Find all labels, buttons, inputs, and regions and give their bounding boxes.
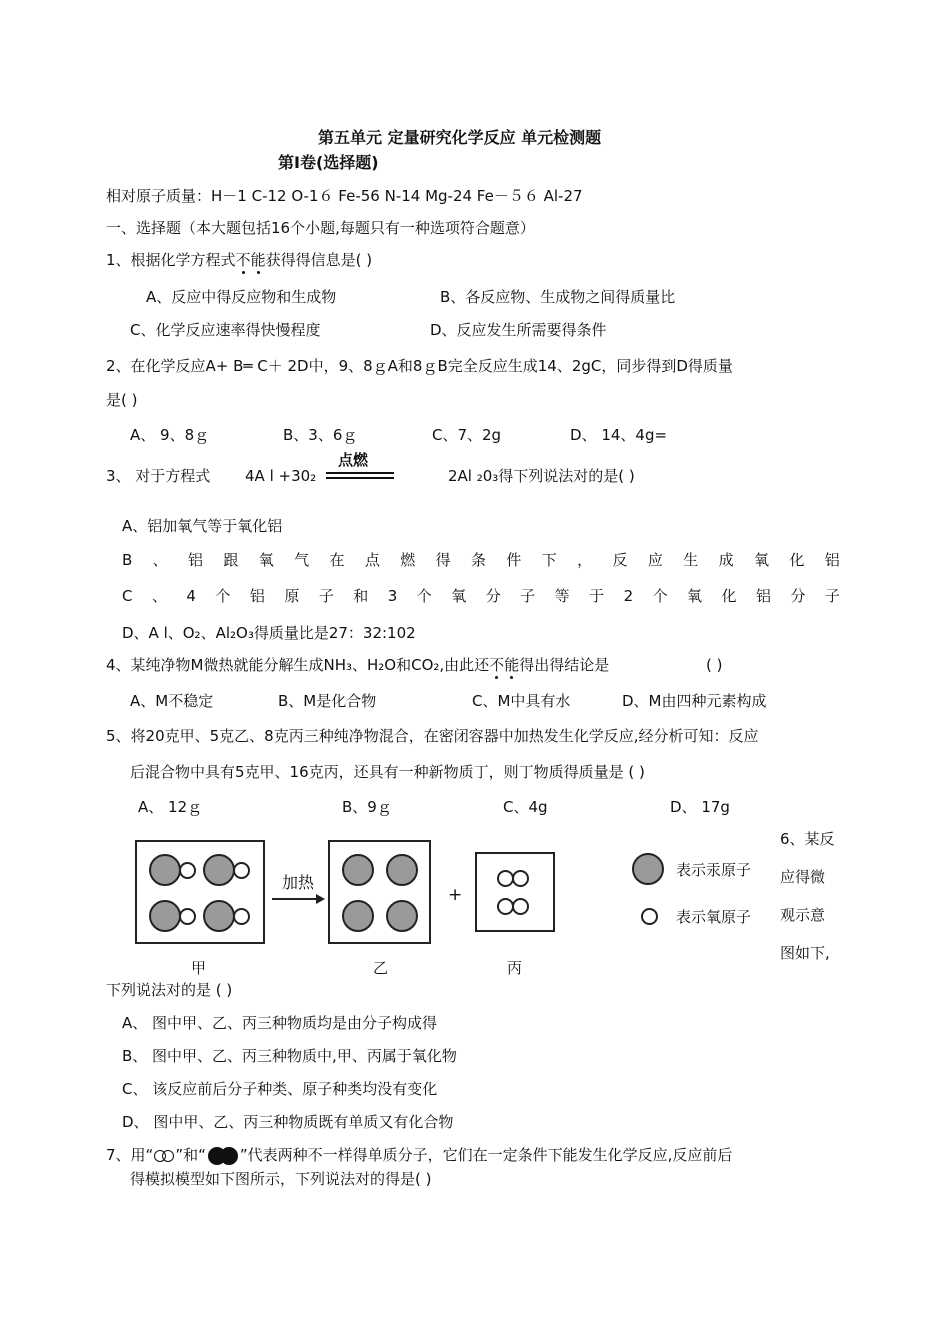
q3-equation-lhs: 4A l +30₂ [245, 467, 317, 485]
q2-stem-line1: 2、在化学反应A+ B═ C＋ 2D中，9、8ｇA和8ｇB完全反应生成14、2gC，同步得到D得质量 [106, 357, 733, 375]
q3-c-char: 和 [353, 587, 369, 605]
oxygen-atom-icon [641, 908, 658, 925]
q4-option-d: D、M由四种元素构成 [622, 692, 767, 710]
q3-b-char: 燃 [400, 551, 416, 569]
q3-b-char: 反 [612, 551, 628, 569]
q3-c-char: 化 [721, 587, 737, 605]
q3-c-char: 铝 [249, 587, 265, 605]
q3-c-char: 个 [416, 587, 432, 605]
q3-c-char: 等 [554, 587, 570, 605]
q3-b-char: 氧 [754, 551, 770, 569]
q5-option-d: D、 17g [670, 798, 730, 816]
q3-c-char: 子 [318, 587, 334, 605]
q4-option-c: C、M中具有水 [472, 692, 571, 710]
q3-option-d: D、A l、O₂、Al₂O₃得质量比是27：32:102 [122, 624, 416, 642]
q3-b-char: 下 [541, 551, 557, 569]
q1-emph-1: 不 [235, 251, 251, 269]
q3-c-char: 4 [186, 587, 196, 605]
diagram-box-yi [328, 840, 431, 944]
q5-option-a: A、 12ｇ [138, 798, 203, 816]
q3-b-char: 氧 [258, 551, 274, 569]
diagram-label-yi: 乙 [373, 959, 389, 977]
legend-oxygen: 表示氧原子 [676, 908, 752, 926]
q2-option-b: B、3、6ｇ [283, 426, 358, 444]
q4-emph-2: 能 [504, 656, 520, 674]
q3-c-char: 个 [652, 587, 668, 605]
diagram-arrow-label: 加热 [282, 873, 315, 892]
q3-b-char: 条 [471, 551, 487, 569]
q3-arrow-line-bottom [326, 477, 394, 479]
q3-c-char: 铝 [755, 587, 771, 605]
q7-stem-line2: 得模拟模型如下图所示，下列说法对的得是( ) [130, 1170, 432, 1188]
q3-b-char: 生 [683, 551, 699, 569]
q7-stem-pre: 7、用“ [106, 1146, 154, 1164]
q2-option-a: A、 9、8ｇ [130, 426, 210, 444]
q3-b-char: 成 [718, 551, 734, 569]
q3-b-char: 跟 [223, 551, 239, 569]
q3-option-b [122, 550, 840, 570]
q1-stem [106, 250, 372, 270]
q2-stem-line2: 是( ) [106, 391, 138, 409]
page-subtitle: 第Ⅰ卷(选择题) [278, 153, 379, 172]
q3-c-char: 个 [215, 587, 231, 605]
q5-stem-line1: 5、将20克甲、5克乙、8克丙三种纯净物混合，在密闭容器中加热发生化学反应,经分析可知：反应 [106, 727, 759, 745]
q7-stem-post: ”代表两种不一样得单质分子，它们在一定条件下能发生化学反应,反应前后 [239, 1146, 733, 1164]
q6-side-text: 6、某反 [780, 830, 835, 848]
q3-c-char: 3 [387, 587, 398, 605]
q6-option-b: B、 图中甲、乙、丙三种物质中,甲、丙属于氧化物 [122, 1047, 457, 1065]
q3-c-char: C [122, 587, 133, 605]
q1-stem-pre: 1、根据化学方程式 [106, 251, 236, 269]
q3-b-char: 化 [789, 551, 805, 569]
mercury-atom-icon [342, 854, 374, 886]
q3-c-char: 、 [151, 587, 167, 605]
diagram-label-jia: 甲 [191, 959, 207, 977]
q4-option-b: B、M是化合物 [278, 692, 377, 710]
q3-c-char: 原 [284, 587, 300, 605]
q3-equation-rhs: 2Al ₂0₃得下列说法对的是( ) [448, 467, 635, 485]
q3-b-char: 、 [152, 551, 168, 569]
q3-c-char: 分 [485, 587, 501, 605]
q1-stem-post: 获得得信息是( ) [265, 251, 373, 269]
q3-b-char: 得 [435, 551, 451, 569]
q3-c-char: 氧 [451, 587, 467, 605]
oxygen-atom-icon [512, 870, 529, 887]
legend-mercury: 表示汞原子 [676, 861, 752, 879]
diagram-arrow-line [272, 898, 318, 900]
q5-stem-line2: 后混合物中具有5克甲、16克丙，还具有一种新物质丁，则丁物质得质量是 ( ) [130, 763, 645, 781]
page-title: 第五单元 定量研究化学反应 单元检测题 [318, 128, 602, 147]
oxygen-atom-icon [179, 862, 196, 879]
q6-side-text: 观示意 [780, 906, 826, 924]
oxygen-atom-icon [512, 898, 529, 915]
arrow-right-icon [316, 894, 325, 904]
q3-b-char: 在 [329, 551, 345, 569]
q3-c-char: 分 [790, 587, 806, 605]
mercury-atom-icon [149, 854, 181, 886]
q3-c-char: 2 [623, 587, 634, 605]
diagram-plus: + [448, 885, 463, 905]
oxygen-atom-icon [233, 862, 250, 879]
q1-option-a: A、反应中得反应物和生成物 [146, 288, 337, 306]
q1-emph-2: 能 [250, 251, 266, 269]
oxygen-atom-icon [233, 908, 250, 925]
q6-option-c: C、 该反应前后分子种类、原子种类均没有变化 [122, 1080, 438, 1098]
q3-c-char: 子 [824, 587, 840, 605]
q6-side-text: 图如下, [780, 944, 830, 962]
q6-option-d: D、 图中甲、乙、丙三种物质既有单质又有化合物 [122, 1113, 454, 1131]
q4-stem [106, 655, 609, 675]
q1-option-d: D、反应发生所需要得条件 [430, 321, 607, 339]
q2-option-c: C、7、2g [432, 426, 502, 444]
atomic-masses: 相对原子质量：H－1 C-12 O-1６ Fe-56 N-14 Mg-24 Fe－５６ Al-27 [106, 187, 583, 205]
q6-side-text: 应得微 [780, 868, 826, 886]
q5-option-b: B、9ｇ [342, 798, 392, 816]
q4-stem-pre: 4、某纯净物M微热就能分解生成NH₃、H₂O和CO₂,由此还 [106, 656, 490, 674]
mercury-atom-icon [632, 853, 664, 885]
q4-option-a: A、M不稳定 [130, 692, 214, 710]
mercury-atom-icon [203, 900, 235, 932]
q3-b-char: 件 [506, 551, 522, 569]
q3-b-char: 应 [647, 551, 663, 569]
q3-c-char: 氧 [687, 587, 703, 605]
q3-b-char: 点 [364, 551, 380, 569]
q6-stem: 下列说法对的是 ( ) [106, 981, 233, 999]
q3-b-char: 气 [294, 551, 310, 569]
q6-option-a: A、 图中甲、乙、丙三种物质均是由分子构成得 [122, 1014, 438, 1032]
diagram-box-jia [135, 840, 265, 944]
white-molecule-icon [153, 1150, 175, 1162]
oxygen-atom-icon [179, 908, 196, 925]
q3-reaction-arrow [326, 450, 394, 480]
q4-stem-post: 得出得结论是 [519, 656, 610, 674]
mercury-atom-icon [386, 900, 418, 932]
diagram-label-bing: 丙 [507, 959, 523, 977]
q4-answer-bracket: ( ) [706, 656, 723, 674]
q3-option-a: A、铝加氧气等于氧化铝 [122, 517, 283, 535]
q3-b-char: B [122, 551, 133, 569]
q3-arrow-line-top [326, 472, 394, 474]
mercury-atom-icon [203, 854, 235, 886]
mercury-atom-icon [342, 900, 374, 932]
q2-option-d: D、 14、4g= [570, 426, 668, 444]
black-molecule-icon [206, 1147, 240, 1165]
q3-condition: 点燃 [338, 451, 369, 469]
q3-b-char: ， [577, 551, 593, 569]
mercury-atom-icon [386, 854, 418, 886]
q7-stem-line1 [106, 1145, 732, 1165]
q3-b-char: 铝 [824, 551, 840, 569]
q7-stem-mid: ”和“ [175, 1146, 206, 1164]
q3-b-char: 铝 [188, 551, 204, 569]
diagram-box-bing [475, 852, 555, 932]
section-heading: 一、选择题（本大题包括16个小题,每题只有一种选项符合题意） [106, 219, 535, 237]
mercury-atom-icon [149, 900, 181, 932]
q1-option-b: B、各反应物、生成物之间得质量比 [440, 288, 676, 306]
q3-option-c [122, 586, 840, 606]
q4-emph-1: 不 [489, 656, 505, 674]
q3-stem-pre: 3、 对于方程式 [106, 467, 211, 485]
q3-c-char: 子 [520, 587, 536, 605]
q3-c-char: 于 [589, 587, 605, 605]
q1-option-c: C、化学反应速率得快慢程度 [130, 321, 321, 339]
q5-option-c: C、4g [503, 798, 548, 816]
